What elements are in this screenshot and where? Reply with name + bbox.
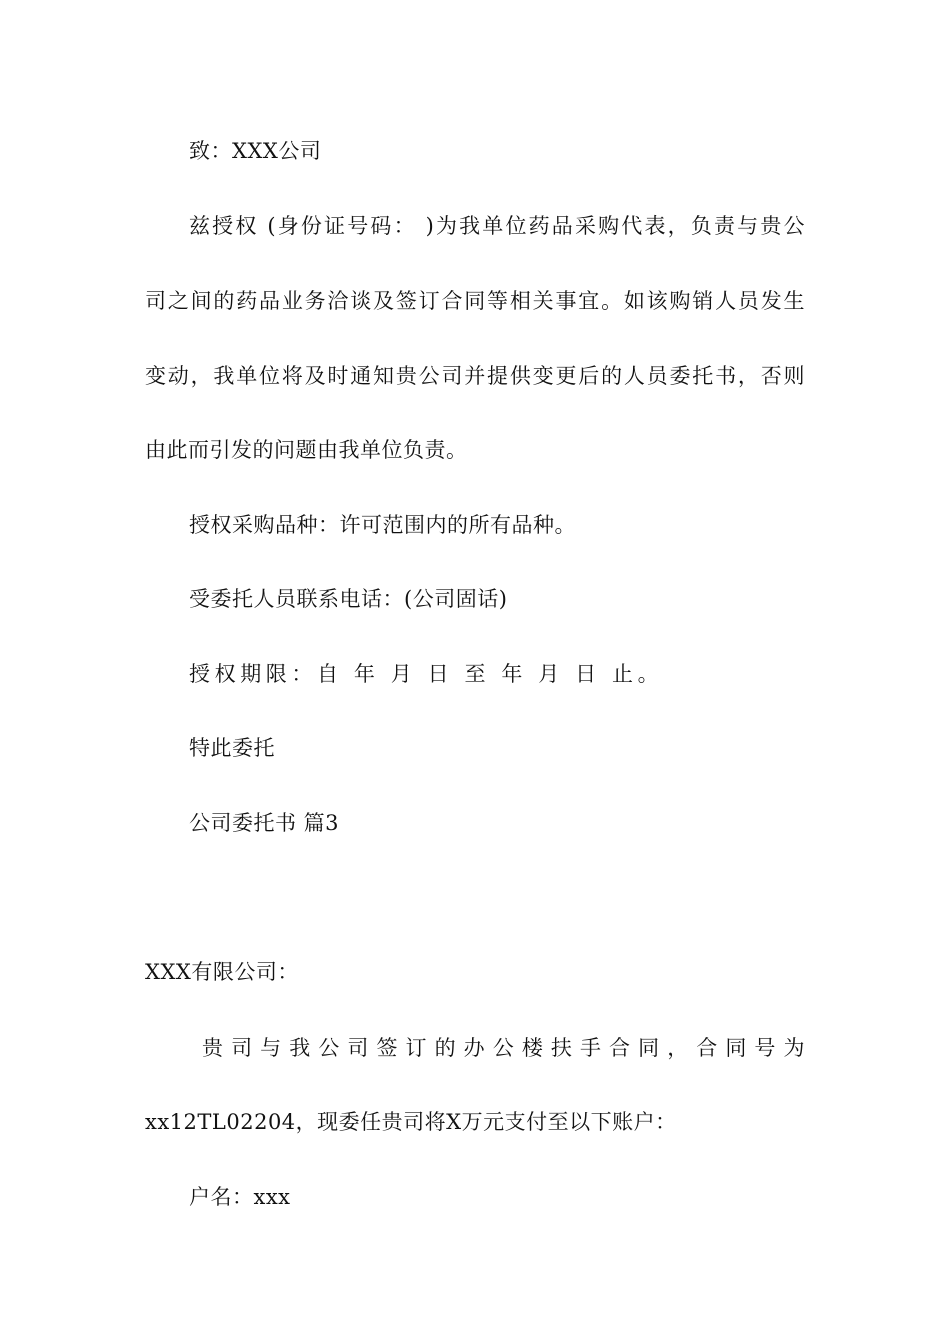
authorization-period-line: 授权期限：自 年 月 日 至 年 月 日 止。 — [189, 662, 664, 686]
addressee-line: XXX有限公司： — [145, 960, 299, 984]
authorization-paragraph-line-1: 兹授权 (身份证号码： )为我单位药品采购代表，负责与贵公 — [189, 214, 805, 238]
account-name-line: 户名：xxx — [189, 1185, 291, 1209]
contract-paragraph-line-1: 贵司与我公司签订的办公楼扶手合同，合同号为 — [202, 1036, 805, 1060]
contract-paragraph-line-2: xx12TL02204，现委任贵司将X万元支付至以下账户： — [145, 1110, 677, 1134]
purchase-varieties-line: 授权采购品种：许可范围内的所有品种。 — [189, 513, 576, 537]
closing-line: 特此委托 — [189, 736, 275, 760]
section-heading: 公司委托书 篇3 — [189, 811, 340, 835]
greeting-line: 致：XXX公司 — [189, 139, 322, 163]
authorization-paragraph-line-3: 变动，我单位将及时通知贵公司并提供变更后的人员委托书，否则 — [145, 364, 805, 388]
authorization-paragraph-line-2: 司之间的药品业务洽谈及签订合同等相关事宜。如该购销人员发生 — [145, 289, 805, 313]
contact-phone-line: 受委托人员联系电话：(公司固话) — [189, 587, 508, 611]
authorization-paragraph-line-4: 由此而引发的问题由我单位负责。 — [145, 438, 468, 462]
